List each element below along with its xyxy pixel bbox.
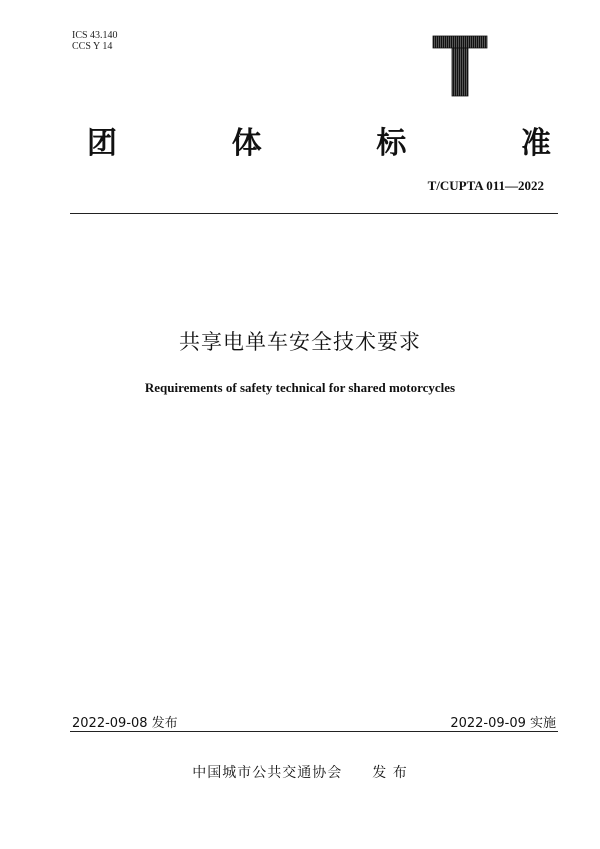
issuer-line bbox=[0, 762, 600, 782]
standard-type-char: 准 bbox=[520, 126, 551, 161]
standard-type-char: 体 bbox=[231, 126, 262, 161]
standard-number: T/CUPTA 011—2022 bbox=[427, 178, 544, 193]
standard-type-char: 团 bbox=[87, 126, 117, 161]
standard-type-heading bbox=[84, 118, 554, 162]
ccs-code: CCS Y 14 bbox=[72, 41, 113, 52]
standard-type-char: 标 bbox=[376, 126, 407, 161]
issuer-name: 中国城市公共交通协会 bbox=[192, 765, 343, 781]
divider-top bbox=[70, 213, 558, 214]
title-english: Requirements of safety technical for shared motorcycles bbox=[144, 380, 456, 395]
issuer-action: 发 布 bbox=[372, 765, 408, 781]
publish-date: 2022-09-08 发布 bbox=[72, 716, 178, 731]
ics-code: ICS 43.140 bbox=[72, 30, 118, 41]
implement-date: 2022-09-09 实施 bbox=[450, 716, 556, 731]
title-chinese: 共享电单车安全技术要求 bbox=[179, 330, 421, 354]
divider-bottom bbox=[70, 731, 558, 732]
t-logo bbox=[430, 30, 490, 98]
